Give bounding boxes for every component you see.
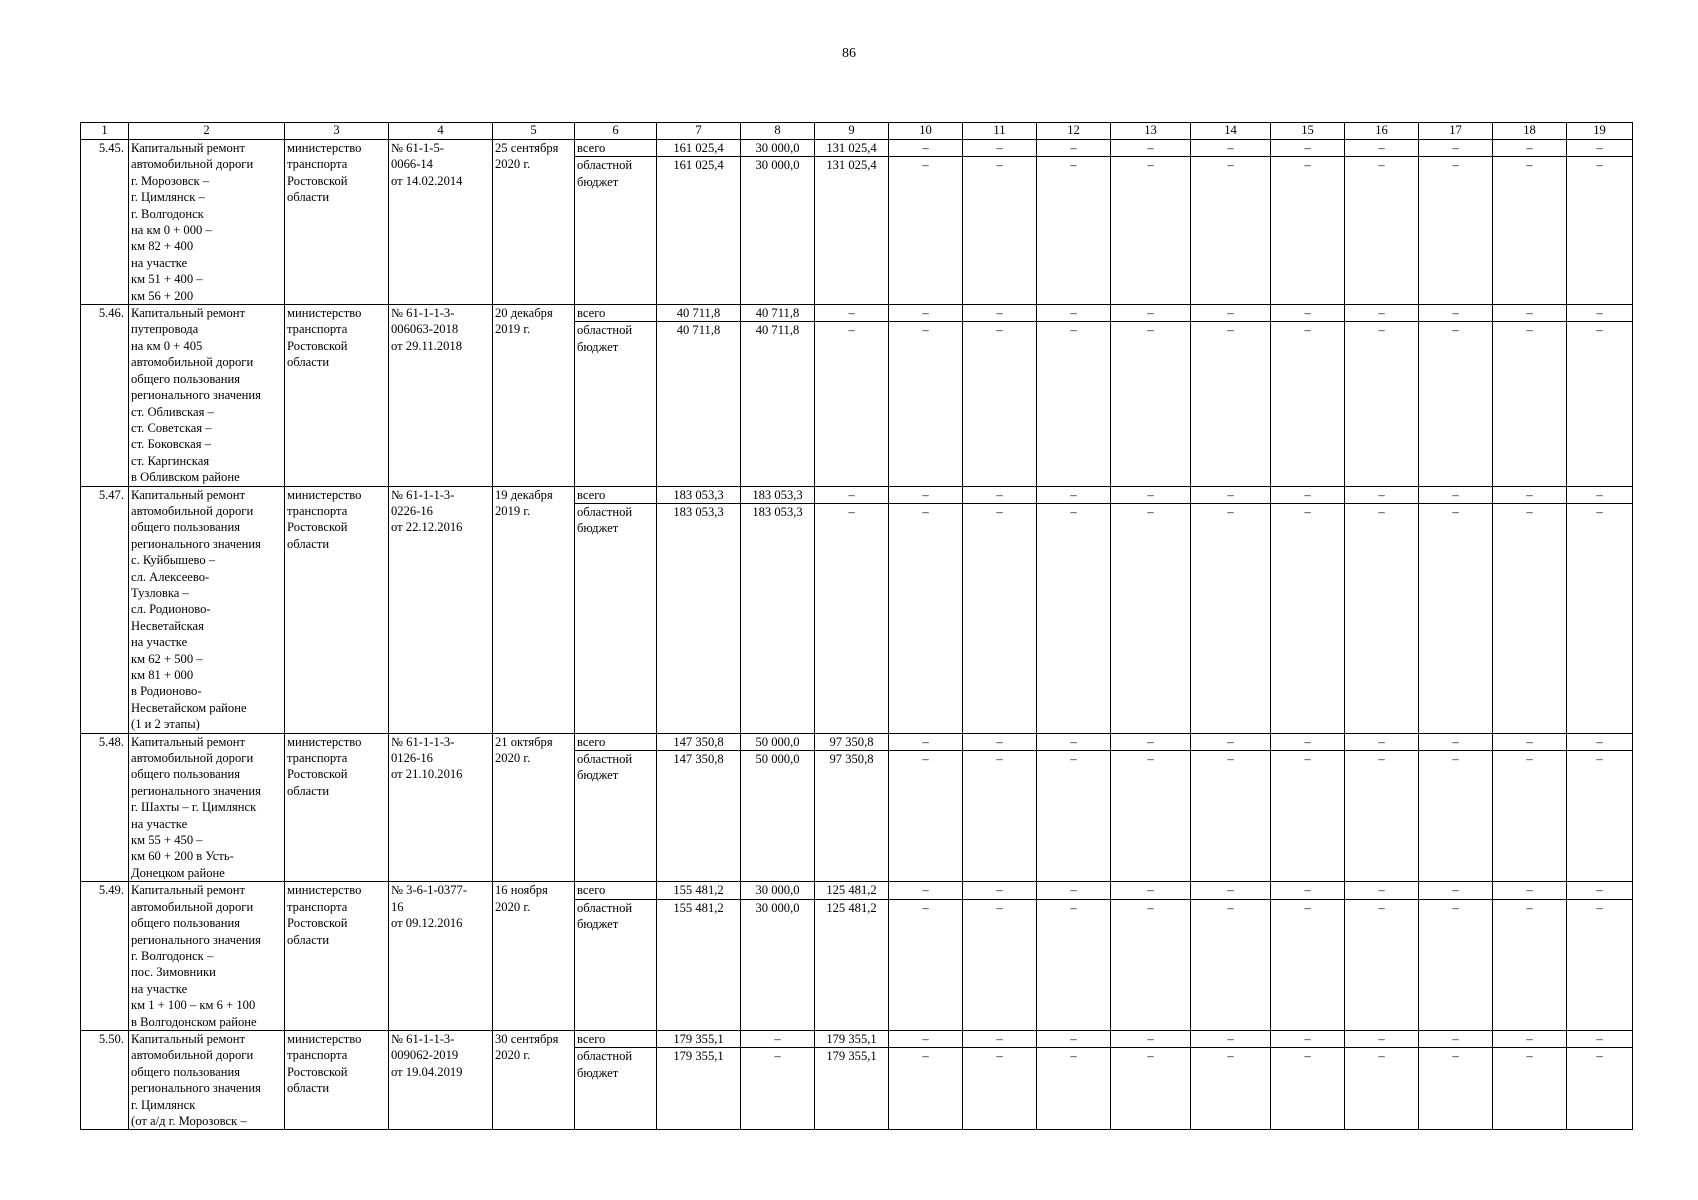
value-total-col-14: – [1191, 305, 1271, 322]
completion-date: 21 октября 2020 г. [493, 733, 575, 882]
value-total-col-14: – [1191, 733, 1271, 750]
funding-source-regional-budget: областной бюджет [575, 1048, 657, 1130]
value-total-col-8: 183 053,3 [741, 486, 815, 503]
column-header-18: 18 [1493, 123, 1567, 140]
value-budget-col-15: – [1271, 503, 1345, 733]
value-total-col-10: – [889, 733, 963, 750]
value-budget-col-13: – [1111, 1048, 1191, 1130]
value-budget-col-8: 30 000,0 [741, 157, 815, 305]
value-budget-col-16: – [1345, 503, 1419, 733]
value-budget-col-9: – [815, 322, 889, 486]
value-budget-col-10: – [889, 899, 963, 1030]
column-header-10: 10 [889, 123, 963, 140]
value-total-col-10: – [889, 140, 963, 157]
value-budget-col-7: 179 355,1 [657, 1048, 741, 1130]
value-total-col-19: – [1567, 882, 1633, 899]
value-total-col-17: – [1419, 1030, 1493, 1047]
value-budget-col-16: – [1345, 899, 1419, 1030]
value-total-col-14: – [1191, 882, 1271, 899]
value-budget-col-13: – [1111, 899, 1191, 1030]
value-budget-col-17: – [1419, 899, 1493, 1030]
budget-table [80, 122, 1633, 1130]
value-budget-col-18: – [1493, 899, 1567, 1030]
funding-source-regional-budget: областной бюджет [575, 751, 657, 882]
value-budget-col-13: – [1111, 157, 1191, 305]
value-total-col-7: 161 025,4 [657, 140, 741, 157]
value-budget-col-12: – [1037, 157, 1111, 305]
value-budget-col-17: – [1419, 1048, 1493, 1130]
value-total-col-17: – [1419, 140, 1493, 157]
value-total-col-19: – [1567, 733, 1633, 750]
value-budget-col-19: – [1567, 157, 1633, 305]
value-budget-col-14: – [1191, 751, 1271, 882]
value-total-col-15: – [1271, 733, 1345, 750]
value-total-col-7: 155 481,2 [657, 882, 741, 899]
value-total-col-18: – [1493, 1030, 1567, 1047]
project-name: Капитальный ремонт автомобильной дороги общего пользования регионального значения с. Куйбышево – сл. Алексеево- Тузловка – сл. Родионово- Несветайская на участке км 62 + 500 – км 81 + 000 в Родионово- Несветайском районе (1 и 2 этапы) [129, 486, 285, 733]
value-total-col-11: – [963, 486, 1037, 503]
responsible-agency: министерство транспорта Ростовской области [285, 882, 389, 1031]
value-total-col-10: – [889, 305, 963, 322]
value-budget-col-8: – [741, 1048, 815, 1130]
value-budget-col-19: – [1567, 1048, 1633, 1130]
value-budget-col-14: – [1191, 322, 1271, 486]
value-budget-col-14: – [1191, 503, 1271, 733]
value-total-col-18: – [1493, 733, 1567, 750]
value-budget-col-7: 155 481,2 [657, 899, 741, 1030]
funding-source-total: всего [575, 1030, 657, 1047]
table-row [81, 1030, 1633, 1047]
funding-source-total: всего [575, 305, 657, 322]
value-total-col-16: – [1345, 486, 1419, 503]
value-budget-col-14: – [1191, 1048, 1271, 1130]
value-budget-col-12: – [1037, 751, 1111, 882]
value-total-col-9: 97 350,8 [815, 733, 889, 750]
value-budget-col-9: 125 481,2 [815, 899, 889, 1030]
project-name: Капитальный ремонт автомобильной дороги общего пользования регионального значения г. Шахты – г. Цимлянск на участке км 55 + 450 – км 60 + 200 в Усть- Донецком районе [129, 733, 285, 882]
value-total-col-19: – [1567, 305, 1633, 322]
value-budget-col-19: – [1567, 751, 1633, 882]
value-budget-col-8: 30 000,0 [741, 899, 815, 1030]
value-budget-col-11: – [963, 157, 1037, 305]
value-budget-col-11: – [963, 503, 1037, 733]
value-budget-col-19: – [1567, 899, 1633, 1030]
row-number: 5.50. [81, 1030, 129, 1129]
responsible-agency: министерство транспорта Ростовской области [285, 486, 389, 733]
funding-source-regional-budget: областной бюджет [575, 503, 657, 733]
table-row [81, 486, 1633, 503]
value-total-col-7: 147 350,8 [657, 733, 741, 750]
value-budget-col-9: – [815, 503, 889, 733]
value-total-col-13: – [1111, 486, 1191, 503]
value-budget-col-15: – [1271, 899, 1345, 1030]
value-budget-col-12: – [1037, 1048, 1111, 1130]
value-total-col-10: – [889, 486, 963, 503]
value-budget-col-10: – [889, 1048, 963, 1130]
value-budget-col-15: – [1271, 157, 1345, 305]
value-budget-col-7: 147 350,8 [657, 751, 741, 882]
value-budget-col-8: 183 053,3 [741, 503, 815, 733]
value-total-col-15: – [1271, 140, 1345, 157]
value-total-col-12: – [1037, 882, 1111, 899]
funding-source-regional-budget: областной бюджет [575, 322, 657, 486]
value-budget-col-8: 50 000,0 [741, 751, 815, 882]
project-name: Капитальный ремонт автомобильной дороги общего пользования регионального значения г. Цимлянск (от а/д г. Морозовск – [129, 1030, 285, 1129]
value-total-col-12: – [1037, 305, 1111, 322]
row-number: 5.46. [81, 305, 129, 486]
value-budget-col-19: – [1567, 503, 1633, 733]
value-budget-col-17: – [1419, 157, 1493, 305]
completion-date: 30 сентября 2020 г. [493, 1030, 575, 1129]
document-number: № 61-1-5- 0066-14 от 14.02.2014 [389, 140, 493, 305]
value-total-col-18: – [1493, 305, 1567, 322]
value-total-col-11: – [963, 140, 1037, 157]
value-budget-col-18: – [1493, 1048, 1567, 1130]
value-total-col-15: – [1271, 1030, 1345, 1047]
value-budget-col-18: – [1493, 157, 1567, 305]
value-budget-col-16: – [1345, 322, 1419, 486]
completion-date: 25 сентября 2020 г. [493, 140, 575, 305]
value-total-col-9: 179 355,1 [815, 1030, 889, 1047]
value-budget-col-10: – [889, 157, 963, 305]
value-budget-col-18: – [1493, 322, 1567, 486]
value-total-col-17: – [1419, 733, 1493, 750]
budget-table-container [80, 122, 1632, 1130]
table-row [81, 140, 1633, 157]
column-header-16: 16 [1345, 123, 1419, 140]
responsible-agency: министерство транспорта Ростовской области [285, 305, 389, 486]
column-header-17: 17 [1419, 123, 1493, 140]
value-total-col-17: – [1419, 305, 1493, 322]
value-total-col-7: 183 053,3 [657, 486, 741, 503]
row-number: 5.45. [81, 140, 129, 305]
value-total-col-7: 40 711,8 [657, 305, 741, 322]
value-total-col-13: – [1111, 733, 1191, 750]
value-total-col-12: – [1037, 1030, 1111, 1047]
value-total-col-11: – [963, 882, 1037, 899]
value-budget-col-15: – [1271, 1048, 1345, 1130]
document-number: № 61-1-1-3- 009062-2019 от 19.04.2019 [389, 1030, 493, 1129]
value-budget-col-11: – [963, 751, 1037, 882]
column-header-12: 12 [1037, 123, 1111, 140]
table-body [81, 140, 1633, 1130]
value-budget-col-11: – [963, 1048, 1037, 1130]
funding-source-total: всего [575, 882, 657, 899]
value-total-col-18: – [1493, 882, 1567, 899]
funding-source-total: всего [575, 733, 657, 750]
value-total-col-16: – [1345, 305, 1419, 322]
value-budget-col-11: – [963, 322, 1037, 486]
column-header-15: 15 [1271, 123, 1345, 140]
value-total-col-9: 125 481,2 [815, 882, 889, 899]
value-total-col-16: – [1345, 140, 1419, 157]
value-budget-col-7: 161 025,4 [657, 157, 741, 305]
value-budget-col-15: – [1271, 322, 1345, 486]
column-header-3: 3 [285, 123, 389, 140]
document-number: № 61-1-1-3- 006063-2018 от 29.11.2018 [389, 305, 493, 486]
column-header-19: 19 [1567, 123, 1633, 140]
value-budget-col-10: – [889, 751, 963, 882]
value-total-col-8: 40 711,8 [741, 305, 815, 322]
document-number: № 61-1-1-3- 0126-16 от 21.10.2016 [389, 733, 493, 882]
value-total-col-19: – [1567, 140, 1633, 157]
value-budget-col-13: – [1111, 503, 1191, 733]
completion-date: 20 декабря 2019 г. [493, 305, 575, 486]
funding-source-total: всего [575, 486, 657, 503]
value-total-col-10: – [889, 882, 963, 899]
value-budget-col-17: – [1419, 503, 1493, 733]
funding-source-regional-budget: областной бюджет [575, 899, 657, 1030]
column-header-11: 11 [963, 123, 1037, 140]
value-total-col-13: – [1111, 882, 1191, 899]
value-budget-col-9: 97 350,8 [815, 751, 889, 882]
value-budget-col-17: – [1419, 322, 1493, 486]
completion-date: 16 ноября 2020 г. [493, 882, 575, 1031]
value-budget-col-12: – [1037, 899, 1111, 1030]
table-row [81, 305, 1633, 322]
column-header-4: 4 [389, 123, 493, 140]
value-total-col-8: – [741, 1030, 815, 1047]
row-number: 5.47. [81, 486, 129, 733]
responsible-agency: министерство транспорта Ростовской области [285, 1030, 389, 1129]
completion-date: 19 декабря 2019 г. [493, 486, 575, 733]
value-total-col-9: – [815, 305, 889, 322]
column-header-8: 8 [741, 123, 815, 140]
value-total-col-16: – [1345, 733, 1419, 750]
responsible-agency: министерство транспорта Ростовской области [285, 140, 389, 305]
value-budget-col-12: – [1037, 503, 1111, 733]
value-total-col-15: – [1271, 486, 1345, 503]
value-total-col-15: – [1271, 305, 1345, 322]
project-name: Капитальный ремонт путепровода на км 0 + 405 автомобильной дороги общего пользования регионального значения ст. Обливская – ст. Советская – ст. Боковская – ст. Каргинская в Обливском районе [129, 305, 285, 486]
value-budget-col-18: – [1493, 751, 1567, 882]
value-total-col-18: – [1493, 486, 1567, 503]
value-budget-col-12: – [1037, 322, 1111, 486]
value-budget-col-19: – [1567, 322, 1633, 486]
funding-source-regional-budget: областной бюджет [575, 157, 657, 305]
row-number: 5.49. [81, 882, 129, 1031]
value-total-col-16: – [1345, 882, 1419, 899]
value-total-col-18: – [1493, 140, 1567, 157]
table-row [81, 882, 1633, 899]
value-total-col-12: – [1037, 140, 1111, 157]
document-number: № 3-6-1-0377- 16 от 09.12.2016 [389, 882, 493, 1031]
column-number-header-row [81, 123, 1633, 140]
value-budget-col-18: – [1493, 503, 1567, 733]
value-total-col-16: – [1345, 1030, 1419, 1047]
value-total-col-8: 50 000,0 [741, 733, 815, 750]
value-budget-col-9: 131 025,4 [815, 157, 889, 305]
document-number: № 61-1-1-3- 0226-16 от 22.12.2016 [389, 486, 493, 733]
table-row [81, 733, 1633, 750]
value-total-col-11: – [963, 733, 1037, 750]
value-total-col-19: – [1567, 1030, 1633, 1047]
column-header-1: 1 [81, 123, 129, 140]
project-name: Капитальный ремонт автомобильной дороги г. Морозовск – г. Цимлянск – г. Волгодонск на км 0 + 000 – км 82 + 400 на участке км 51 + 400 – км 56 + 200 [129, 140, 285, 305]
value-budget-col-16: – [1345, 1048, 1419, 1130]
value-total-col-13: – [1111, 305, 1191, 322]
column-header-9: 9 [815, 123, 889, 140]
value-total-col-12: – [1037, 486, 1111, 503]
value-total-col-11: – [963, 305, 1037, 322]
column-header-6: 6 [575, 123, 657, 140]
value-total-col-17: – [1419, 882, 1493, 899]
value-budget-col-13: – [1111, 751, 1191, 882]
value-budget-col-14: – [1191, 899, 1271, 1030]
column-header-5: 5 [493, 123, 575, 140]
value-total-col-8: 30 000,0 [741, 140, 815, 157]
value-budget-col-10: – [889, 322, 963, 486]
value-budget-col-9: 179 355,1 [815, 1048, 889, 1130]
value-total-col-19: – [1567, 486, 1633, 503]
value-budget-col-16: – [1345, 751, 1419, 882]
value-total-col-14: – [1191, 486, 1271, 503]
value-budget-col-11: – [963, 899, 1037, 1030]
column-header-14: 14 [1191, 123, 1271, 140]
column-header-2: 2 [129, 123, 285, 140]
responsible-agency: министерство транспорта Ростовской области [285, 733, 389, 882]
value-total-col-10: – [889, 1030, 963, 1047]
value-budget-col-15: – [1271, 751, 1345, 882]
page-number: 86 [842, 46, 856, 61]
value-budget-col-14: – [1191, 157, 1271, 305]
value-budget-col-17: – [1419, 751, 1493, 882]
value-total-col-11: – [963, 1030, 1037, 1047]
value-total-col-13: – [1111, 140, 1191, 157]
value-total-col-9: 131 025,4 [815, 140, 889, 157]
value-budget-col-13: – [1111, 322, 1191, 486]
project-name: Капитальный ремонт автомобильной дороги общего пользования регионального значения г. Волгодонск – пос. Зимовники на участке км 1 + 100 – км 6 + 100 в Волгодонском районе [129, 882, 285, 1031]
funding-source-total: всего [575, 140, 657, 157]
value-total-col-9: – [815, 486, 889, 503]
value-budget-col-8: 40 711,8 [741, 322, 815, 486]
value-total-col-13: – [1111, 1030, 1191, 1047]
row-number: 5.48. [81, 733, 129, 882]
value-total-col-12: – [1037, 733, 1111, 750]
value-total-col-15: – [1271, 882, 1345, 899]
value-total-col-17: – [1419, 486, 1493, 503]
value-total-col-8: 30 000,0 [741, 882, 815, 899]
column-header-7: 7 [657, 123, 741, 140]
value-budget-col-7: 40 711,8 [657, 322, 741, 486]
value-budget-col-10: – [889, 503, 963, 733]
value-total-col-14: – [1191, 140, 1271, 157]
value-budget-col-7: 183 053,3 [657, 503, 741, 733]
value-total-col-7: 179 355,1 [657, 1030, 741, 1047]
value-total-col-14: – [1191, 1030, 1271, 1047]
column-header-13: 13 [1111, 123, 1191, 140]
value-budget-col-16: – [1345, 157, 1419, 305]
